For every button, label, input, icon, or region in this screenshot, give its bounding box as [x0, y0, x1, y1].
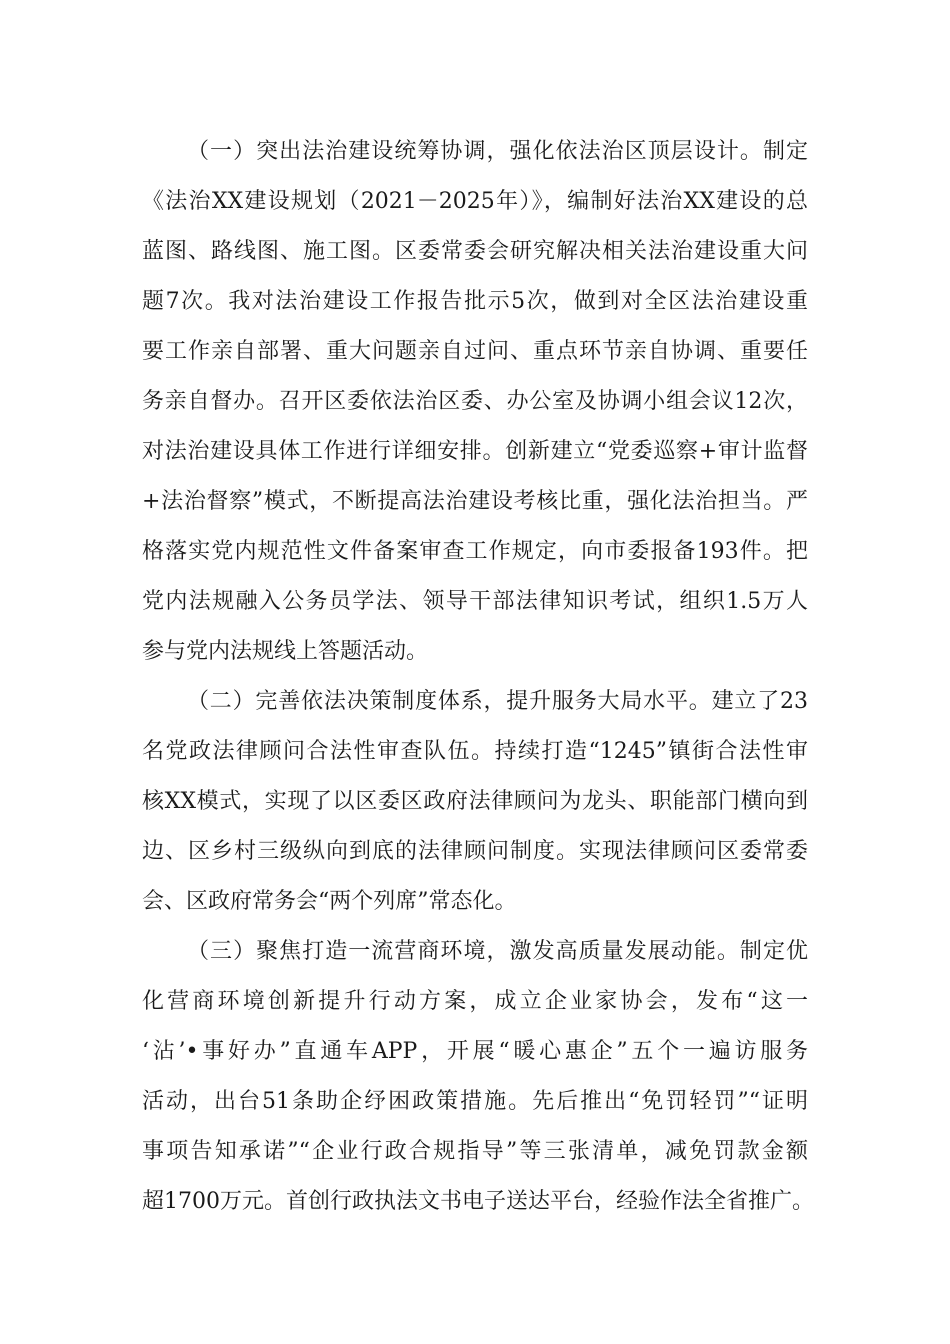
text-line: （二）完善依法决策制度体系，提升服务大局水平。建立了23 [187, 689, 808, 714]
text-line: 格落实党内规范性文件备案审查工作规定，向市委报备193件。把 [142, 539, 808, 564]
text-line: 对法治建设具体工作进行详细安排。创新建立“党委巡察+审计监督 [142, 439, 808, 464]
text-line: 名党政法律顾问合法性审查队伍。持续打造“1245”镇街合法性审 [142, 739, 808, 764]
text-line: 会、区政府常务会“两个列席”常态化。 [142, 889, 517, 914]
text-line: +法治督察”模式，不断提高法治建设考核比重，强化法治担当。严 [142, 489, 808, 514]
text-line: （一）突出法治建设统筹协调，强化依法治区顶层设计。制定 [187, 139, 808, 164]
text-line: （三）聚焦打造一流营商环境，激发高质量发展动能。制定优 [187, 939, 808, 964]
text-line: 事项告知承诺”“企业行政合规指导”等三张清单，减免罚款金额 [142, 1139, 808, 1164]
text-line: ‘沾’•事好办”直通车APP，开展“暖心惠企”五个一遍访服务 [142, 1039, 808, 1064]
text-line: 参与党内法规线上答题活动。 [142, 639, 429, 664]
text-line: 要工作亲自部署、重大问题亲自过问、重点环节亲自协调、重要任 [142, 339, 808, 364]
text-line: 务亲自督办。召开区委依法治区委、办公室及协调小组会议12次， [142, 389, 808, 414]
text-line: 题7次。我对法治建设工作报告批示5次，做到对全区法治建设重 [142, 289, 808, 314]
text-line: 超1700万元。首创行政执法文书电子送达平台，经验作法全省推广。 [142, 1189, 814, 1214]
text-line: 《法治XX建设规划（2021－2025年）》，编制好法治XX建设的总 [142, 189, 808, 214]
text-line: 蓝图、路线图、施工图。区委常委会研究解决相关法治建设重大问 [142, 239, 808, 264]
text-line: 活动，出台51条助企纾困政策措施。先后推出“免罚轻罚”“证明 [142, 1089, 808, 1114]
text-line: 核XX模式，实现了以区委区政府法律顾问为龙头、职能部门横向到 [142, 789, 808, 814]
text-line: 边、区乡村三级纵向到底的法律顾问制度。实现法律顾问区委常委 [142, 839, 808, 864]
text-line: 化营商环境创新提升行动方案，成立企业家协会，发布“这一 [142, 989, 808, 1014]
text-line: 党内法规融入公务员学法、领导干部法律知识考试，组织1.5万人 [142, 589, 808, 614]
